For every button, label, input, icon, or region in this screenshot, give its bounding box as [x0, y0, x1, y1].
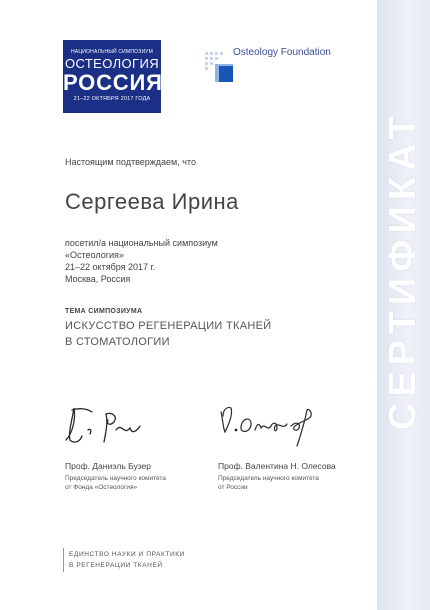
recipient-name: Сергеева Ирина: [65, 189, 239, 214]
signatory-2-name: Проф. Валентина Н. Олесова: [218, 461, 336, 471]
signatory-1-role-line-2: от Фонда «Остеология»: [65, 484, 138, 491]
topic-line-1: ИСКУССТВО РЕГЕНЕРАЦИИ ТКАНЕЙ: [65, 320, 272, 332]
logo-line-1: НАЦИОНАЛЬНЫЙ СИМПОЗИУМ: [71, 49, 153, 55]
signatory-1-role-line-1: Председатель научного комитета: [65, 475, 166, 482]
intro-text: Настоящим подтверждаем, что: [65, 157, 196, 167]
logo-line-2: ОСТЕОЛОГИЯ: [64, 56, 160, 71]
topic-heading: ТЕМА СИМПОЗИУМА: [65, 308, 143, 315]
signature-buser: [60, 400, 150, 448]
logo-line-4: 21–22 ОКТЯБРЯ 2017 ГОДА: [73, 96, 151, 102]
footer-divider: [63, 548, 64, 572]
signatory-1-name: Проф. Даниэль Бузер: [65, 461, 152, 471]
topic-line-2: В СТОМАТОЛОГИИ: [65, 336, 170, 348]
footer-line-1: ЕДИНСТВО НАУКИ И ПРАКТИКИ: [69, 551, 185, 558]
attended-line-1: посетил/а национальный симпозиум: [65, 238, 218, 248]
signatory-2-role-line-1: Председатель научного комитета: [218, 475, 319, 482]
logo-line-3: РОССИЯ: [63, 70, 163, 95]
osteology-russia-logo: [63, 40, 161, 113]
partner-name: Osteology Foundation: [233, 47, 331, 58]
attended-line-2: «Остеология»: [65, 250, 124, 260]
attended-line-3: 21–22 октября 2017 г.: [65, 262, 156, 272]
signatory-2-role-line-2: от России: [218, 484, 248, 491]
certificate-side-title: СЕРТИФИКАТ: [382, 110, 424, 430]
signature-olesova: [215, 400, 325, 450]
footer-line-2: В РЕГЕНЕРАЦИИ ТКАНЕЙ: [69, 562, 163, 569]
attended-line-4: Москва, Россия: [65, 274, 131, 284]
